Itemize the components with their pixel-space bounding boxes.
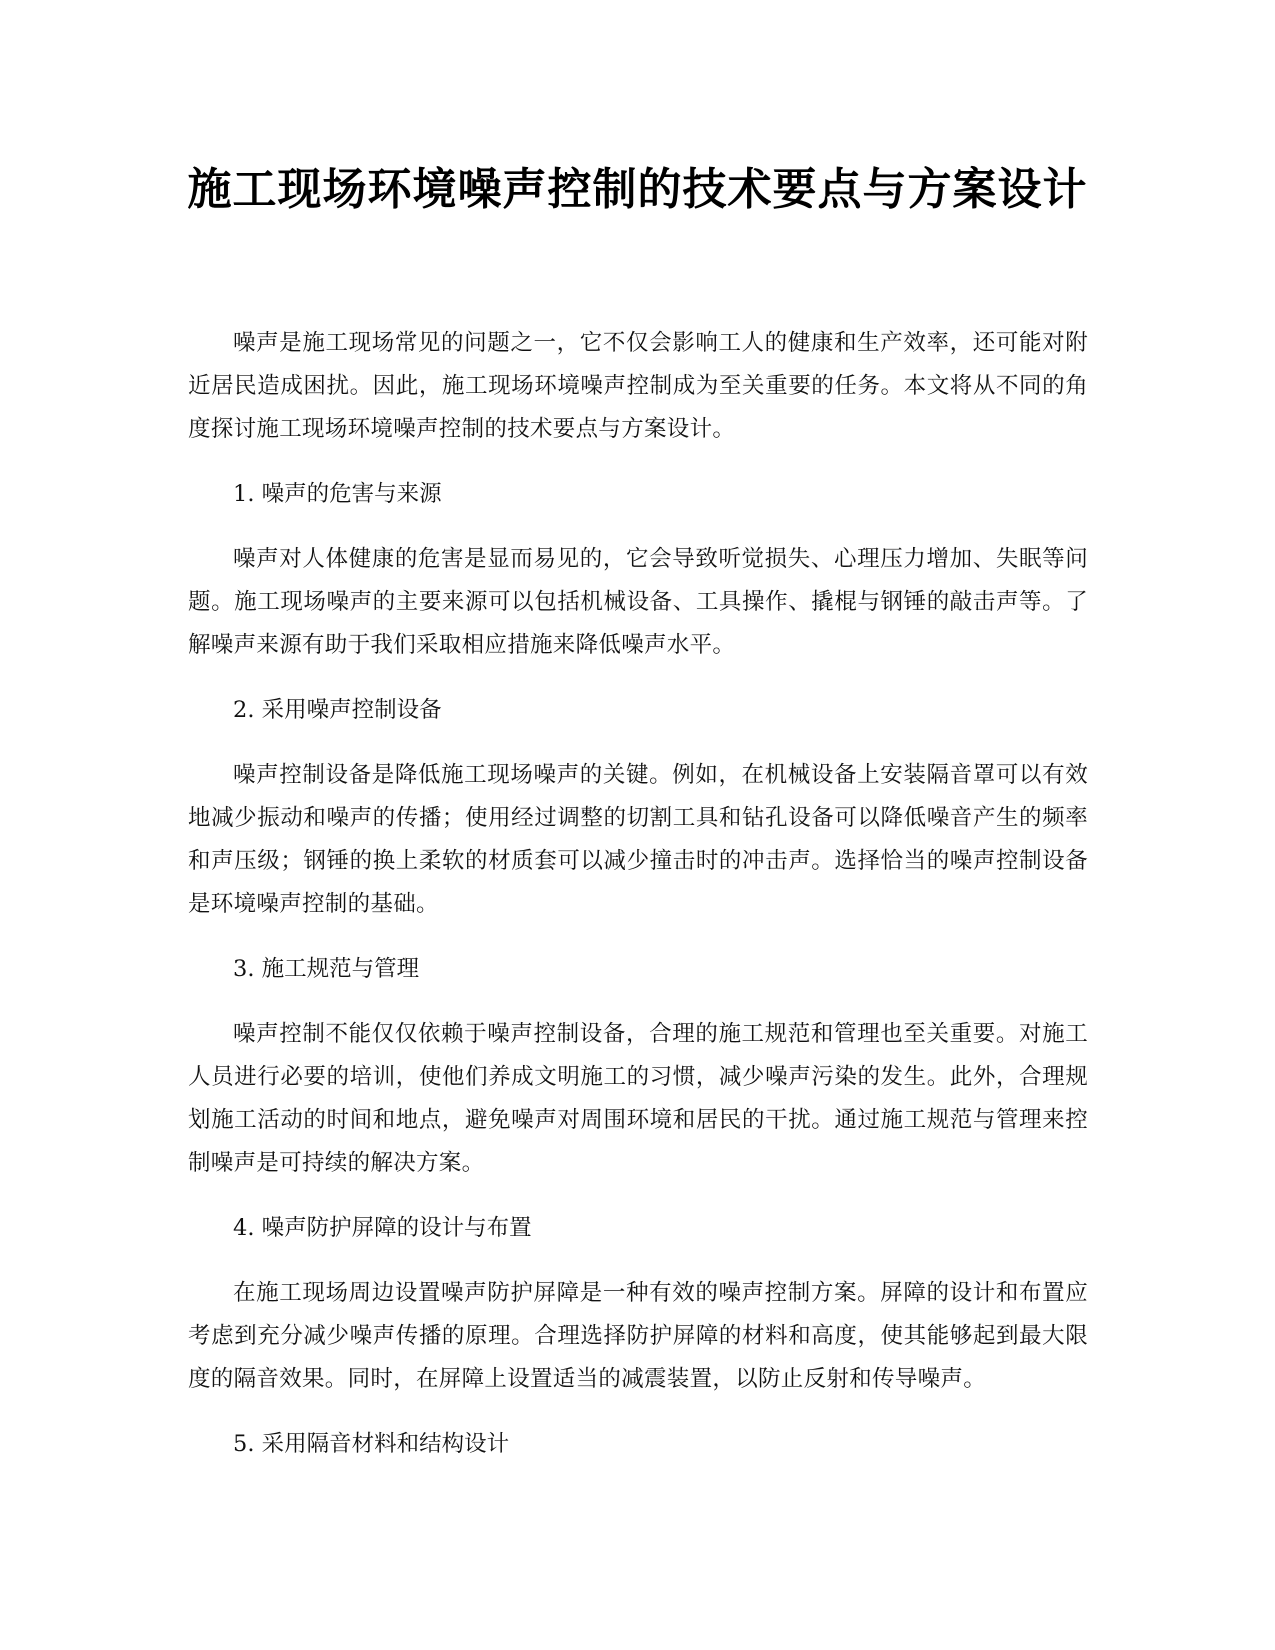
document-title: 施工现场环境噪声控制的技术要点与方案设计 (187, 164, 1088, 215)
section-heading-4: 4. 噪声防护屏障的设计与布置 (233, 1215, 532, 1241)
intro-paragraph: 噪声是施工现场常见的问题之一，它不仅会影响工人的健康和生产效率，还可能对附近居民造成困扰。因此，施工现场环境噪声控制成为至关重要的任务。本文将从不同的角度探讨施工现场环境噪声控制的技术要点与方案设计。 (188, 330, 1088, 442)
section-heading-2: 2. 采用噪声控制设备 (233, 697, 442, 723)
section-heading-3: 3. 施工规范与管理 (233, 956, 420, 982)
section-paragraph-2: 噪声控制设备是降低施工现场噪声的关键。例如，在机械设备上安装隔音罩可以有效地减少振动和噪声的传播；使用经过调整的切割工具和钻孔设备可以降低噪音产生的频率和声压级；钢锤的换上柔软的材质套可以减少撞击时的冲击声。选择恰当的噪声控制设备是环境噪声控制的基础。 (188, 762, 1088, 917)
section-heading-5: 5. 采用隔音材料和结构设计 (233, 1431, 510, 1457)
section-paragraph-1: 噪声对人体健康的危害是显而易见的，它会导致听觉损失、心理压力增加、失眠等问题。施工现场噪声的主要来源可以包括机械设备、工具操作、撬棍与钢锤的敲击声等。了解噪声来源有助于我们采取相应措施来降低噪声水平。 (188, 546, 1088, 658)
document-body (188, 322, 1088, 1488)
section-heading-1: 1. 噪声的危害与来源 (233, 481, 442, 507)
section-paragraph-3: 噪声控制不能仅仅依赖于噪声控制设备，合理的施工规范和管理也至关重要。对施工人员进行必要的培训，使他们养成文明施工的习惯，减少噪声污染的发生。此外，合理规划施工活动的时间和地点，避免噪声对周围环境和居民的干扰。通过施工规范与管理来控制噪声是可持续的解决方案。 (188, 1021, 1088, 1176)
section-paragraph-4: 在施工现场周边设置噪声防护屏障是一种有效的噪声控制方案。屏障的设计和布置应考虑到充分减少噪声传播的原理。合理选择防护屏障的材料和高度，使其能够起到最大限度的隔音效果。同时，在屏障上设置适当的减震装置，以防止反射和传导噪声。 (188, 1280, 1088, 1392)
